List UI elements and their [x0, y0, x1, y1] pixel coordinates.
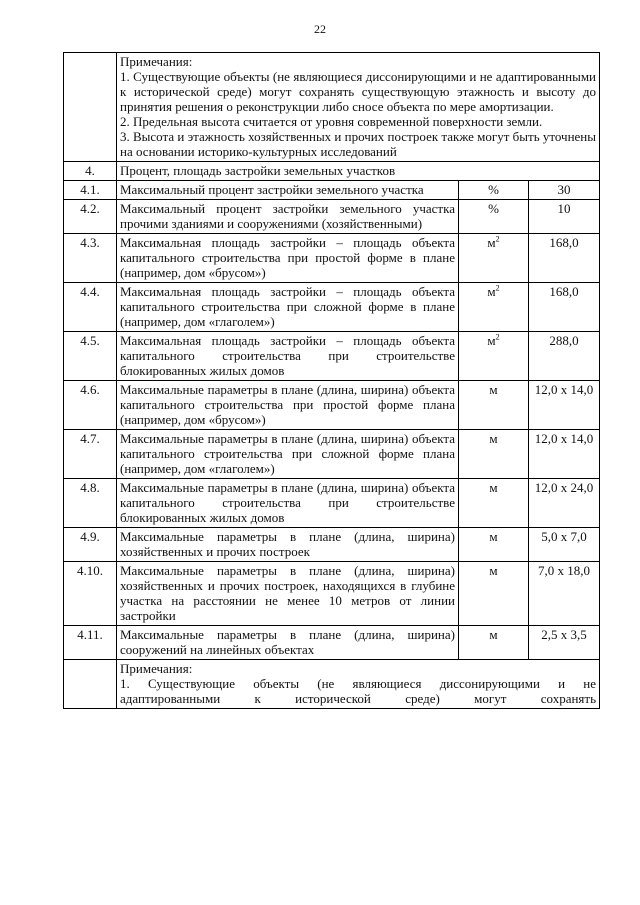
row-number: 4.8. [64, 479, 117, 528]
row-description: Максимальные параметры в плане (длина, ширина) хозяйственных и прочих построек, находящихся в глубине участка на расстоянии не менее 10 метров от линии застройки [117, 562, 459, 626]
table-row [64, 234, 600, 283]
unit-text: м [489, 563, 498, 578]
table-row [64, 332, 600, 381]
row-number: 4.10. [64, 562, 117, 626]
section-row [64, 162, 600, 181]
row-value: 12,0 х 14,0 [529, 381, 600, 430]
regulations-table [63, 52, 600, 709]
table-row [64, 562, 600, 626]
bottom-notes-heading: Примечания: [120, 661, 193, 676]
row-number: 4.3. [64, 234, 117, 283]
table-row [64, 381, 600, 430]
top-note-3: 3. Высота и этажность хозяйственных и прочих построек также могут быть уточнены на основании историко-культурных исследований [120, 129, 597, 159]
row-unit [459, 234, 529, 283]
row-number: 4.9. [64, 528, 117, 562]
table-row [64, 626, 600, 660]
table-row [64, 181, 600, 200]
row-number: 4.6. [64, 381, 117, 430]
section-title: Процент, площадь застройки земельных участков [117, 162, 600, 181]
row-description: Максимальные параметры в плане (длина, ширина) объекта капитального строительства при строительстве блокированных жилых домов [117, 479, 459, 528]
row-number: 4.1. [64, 181, 117, 200]
bottom-notes-num-cell [64, 660, 117, 709]
row-value: 30 [529, 181, 600, 200]
row-value: 288,0 [529, 332, 600, 381]
row-number: 4.11. [64, 626, 117, 660]
row-value: 7,0 х 18,0 [529, 562, 600, 626]
unit-text: м [489, 382, 498, 397]
table-row [64, 479, 600, 528]
row-unit [459, 528, 529, 562]
table-row [64, 528, 600, 562]
row-unit [459, 200, 529, 234]
unit-text: м [487, 333, 496, 348]
bottom-note-line-1: 1. Существующие объекты (не являющиеся диссонирующими и не [120, 676, 597, 691]
top-notes-heading: Примечания: [120, 54, 193, 69]
unit-text: м [487, 284, 496, 299]
top-notes-cell [117, 53, 600, 162]
row-unit [459, 332, 529, 381]
row-description: Максимальная площадь застройки – площадь объекта капитального строительства при простой форме в плане (например, дом «брусом») [117, 234, 459, 283]
row-number: 4.7. [64, 430, 117, 479]
row-description: Максимальный процент застройки земельного участка [117, 181, 459, 200]
unit-text: м [489, 529, 498, 544]
unit-superscript: 2 [495, 234, 500, 244]
row-unit [459, 626, 529, 660]
unit-text: м [489, 480, 498, 495]
bottom-notes-cell [117, 660, 600, 709]
row-value: 2,5 х 3,5 [529, 626, 600, 660]
row-unit [459, 181, 529, 200]
row-description: Максимальные параметры в плане (длина, ширина) хозяйственных и прочих построек [117, 528, 459, 562]
top-note-1: 1. Существующие объекты (не являющиеся диссонирующими и не адаптированными к исторической среде) могут сохранять существующую этажность и высоту до принятия решения о реконструкции либо сносе объекта по мере амортизации. [120, 69, 597, 114]
top-notes-row [64, 53, 600, 162]
unit-text: м [487, 235, 496, 250]
row-number: 4.5. [64, 332, 117, 381]
row-value: 12,0 х 14,0 [529, 430, 600, 479]
row-value: 168,0 [529, 234, 600, 283]
table-row [64, 200, 600, 234]
unit-superscript: 2 [495, 283, 500, 293]
bottom-note-line-2: адаптированными к исторической среде) могут сохранять [120, 691, 597, 706]
row-description: Максимальные параметры в плане (длина, ширина) сооружений на линейных объектах [117, 626, 459, 660]
table-row [64, 283, 600, 332]
top-notes-num-cell [64, 53, 117, 162]
row-unit [459, 479, 529, 528]
section-number: 4. [64, 162, 117, 181]
table-row [64, 430, 600, 479]
unit-text: % [488, 182, 499, 197]
row-description: Максимальные параметры в плане (длина, ширина) объекта капитального строительства при сложной форме плана (например, дом «глаголем») [117, 430, 459, 479]
row-number: 4.2. [64, 200, 117, 234]
row-unit [459, 562, 529, 626]
row-value: 12,0 х 24,0 [529, 479, 600, 528]
row-number: 4.4. [64, 283, 117, 332]
row-value: 5,0 х 7,0 [529, 528, 600, 562]
page-number: 22 [314, 22, 326, 36]
bottom-notes-row [64, 660, 600, 709]
row-description: Максимальные параметры в плане (длина, ширина) объекта капитального строительства при простой форме плана (например, дом «брусом») [117, 381, 459, 430]
unit-superscript: 2 [495, 332, 500, 342]
row-value: 168,0 [529, 283, 600, 332]
row-unit [459, 283, 529, 332]
unit-text: м [489, 431, 498, 446]
unit-text: м [489, 627, 498, 642]
row-description: Максимальная площадь застройки – площадь объекта капитального строительства при сложной форме в плане (например, дом «глаголем») [117, 283, 459, 332]
unit-text: % [488, 201, 499, 216]
row-value: 10 [529, 200, 600, 234]
top-note-2: 2. Предельная высота считается от уровня современной поверхности земли. [120, 114, 543, 129]
row-description: Максимальный процент застройки земельного участка прочими зданиями и сооружениями (хозяйственными) [117, 200, 459, 234]
row-unit [459, 381, 529, 430]
row-unit [459, 430, 529, 479]
row-description: Максимальная площадь застройки – площадь объекта капитального строительства при строительстве блокированных жилых домов [117, 332, 459, 381]
